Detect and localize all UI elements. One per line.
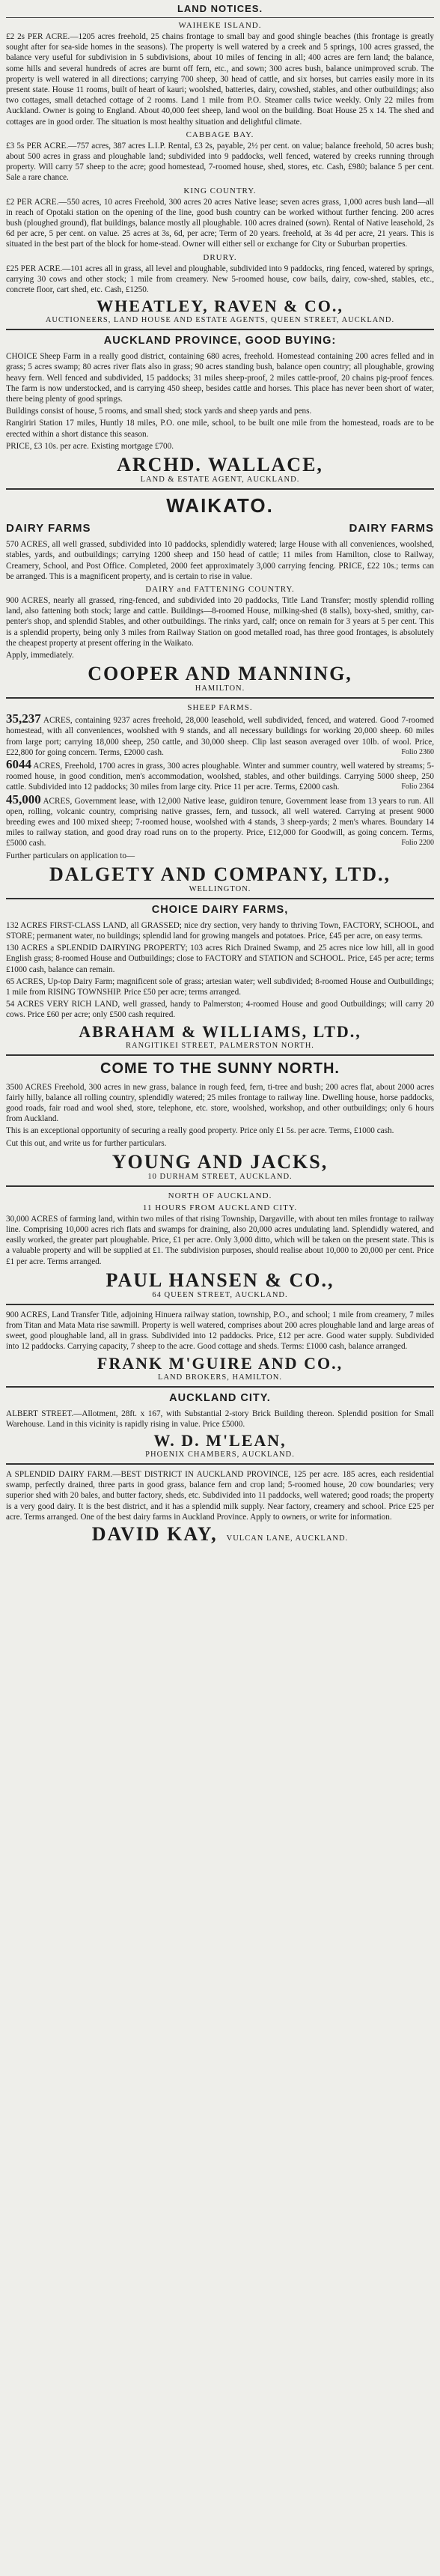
dalgety-heading: SHEEP FARMS. [187,703,253,713]
young-ad-3: Cut this out, and write us for further particulars. [6,1138,167,1148]
cabbage-title: CABBAGE BAY. [186,130,254,139]
young-advert [6,1060,434,1181]
dairy-farms-left: DAIRY FARMS [6,522,91,535]
divider [6,329,434,330]
young-heading: COME TO THE SUNNY NORTH. [100,1060,340,1077]
dalgety-footer: Further particulars on application to— [6,851,135,860]
divider [6,1304,434,1305]
divider [6,17,434,18]
folio: Folio 2360 [401,747,434,756]
waiheke-text: £2 2s PER ACRE.—1205 acres freehold, 25 chains frontage to small bay and good shingle beaches (this frontage is greatly sought after for sea-side homes in the seasons). The property is well watered by a creek and 5 springs, 100 acres grassed, the balance very useful for subdivision in 5 subdivisions, about 10 miles of fencing in all; 400 acres are fern land; the balance, some hills and several hundreds of acres are burnt off fern, etc., and sown; 300 acres bush, balance unimproved scrub. The property is well watered in all directions; carrying 700 sheep, 30 head of cattle, and six horses, but carries easily more in its present state. House 11 rooms, built of heart of kauri; woolshed, batteries, dairy, cowshed, stables, and other outbuildings; also two cottages, small detached cottage of 2 rooms. Land 1 mile from P.O. Steamer calls twice weekly. Only 22 miles from Auckland. Owner is going to England. About 40,000 feet sheep, land wool on the building. Boat House 25 x 14. The shed and cottages are in good order. The situation is most healthy situation and delightful climate. [6,32,434,127]
dalgety-address: WELLINGTON. [189,884,251,893]
dairy-farms-right: DAIRY FARMS [349,522,434,535]
young-ad-2: This is an exceptional opportunity of securing a really good property. Price only £1 5s. per acre. Terms, £1000 cash. [6,1126,394,1136]
mcguire-advert [6,1310,434,1382]
dalgety-ad-3 [6,792,434,849]
abraham-address: RANGITIKEI STREET, PALMERSTON NORTH. [126,1041,314,1050]
young-address: 10 DURHAM STREET, AUCKLAND. [147,1172,293,1181]
dalgety-ad-2 [6,756,434,793]
kay-signature [6,1524,434,1545]
ad-lead-number: 45,000 [6,792,41,806]
divider [6,1463,434,1465]
abraham-ad-3: 65 ACRES, Up-top Dairy Farm; magnificent sole of grass; artesian water; well subdivided; 8-roomed House and Outbuildings; 1 mile from RISING TOWNSHIP. Price £50 per acre; terms arranged. [6,976,434,997]
cooper-apply: Apply, immediately. [6,650,74,660]
wallace-text-3: Rangiriri Station 17 miles, Huntly 18 miles, P.O. one mile, school, to be built one mile from the homestead, roads are to be erected within a short distance this season. [6,419,434,439]
dalgety-ad-1 [6,711,434,758]
cooper-advert [6,494,434,693]
cooper-agent: COOPER AND MANNING, [88,663,352,685]
ad-lead-number: 35,237 [6,711,41,726]
kay-agent: DAVID KAY, [91,1523,218,1546]
divider [6,1054,434,1056]
divider [6,697,434,699]
wallace-agent: ARCHD. WALLACE, [117,454,323,476]
abraham-advert [6,904,434,1050]
folio: Folio 2200 [401,839,434,848]
abraham-ad-4: 54 ACRES VERY RICH LAND, well grassed, handy to Palmerston; 4-roomed House and good Outbuildings; will carry 20 cows. Price £60 per acre; only £500 cash required. [6,1000,434,1020]
page-title: LAND NOTICES. [177,3,263,14]
newspaper-page [0,3,440,2576]
mcguire-agent: FRANK M'GUIRE AND CO., [97,1353,343,1373]
ad-text: ACRES, Government lease, with 12,000 Native lease, guidiron tenure, Government lease from 13 years to run. All open, rolling, volcanic country, comprising native grasses, fern, and tussock, all well watered. Carrying at present 9000 breeding ewes and 100 mixed sheep; 7-roomed house, woolshed with 4 stands, 3 sheep-yards; 2 men's whares. Boundary 14 miles to railway station, and good dray road runs on to the property. Price, £12,000 for Goodwill, as going concern. Terms, £5000 cash. [6,796,434,848]
dalgety-agent: DALGETY AND COMPANY, LTD., [49,863,391,885]
mclean-heading: AUCKLAND CITY. [169,1391,271,1404]
mclean-advert [6,1392,434,1459]
ad-text: ACRES, containing 9237 acres freehold, 28,000 leasehold, well subdivided, fenced, and watered. Good 7-roomed homestead, with all conveniences, woolshed with 9 stands, and all necessary buildings for working 20,000 sheep. 60 miles from large port; carrying 18,000 sheep, 250 cattle, and 30,000 sheep. Clip last season averaged over 10lb. of wool. Price, £22,800 for going concern. Terms, £2000 cash. [6,716,434,757]
mcguire-ad: 900 ACRES, Land Transfer Title, adjoining Hinuera railway station, township, P.O., and school; 1 mile from creamery, 7 miles from Titan and Mata Mata rise sawmill. Property is well watered, comprises about 200 acres ploughable land and large areas of sweet, good ploughable land, all in grass. Subdivided into 12 paddocks. Price, £12 per acre. Good water supply. Subdivided into 12 paddocks. Carrying capacity, 7 sheep to the acre. Good cottage and sheds. Terms: £1000 cash, balance arranged. [6,1310,434,1352]
young-agent: YOUNG AND JACKS, [111,1150,329,1173]
wallace-advert [6,335,434,484]
cabbage-text: £3 5s PER ACRE.—757 acres, 387 acres L.I.P. Rental, £3 2s, payable, 2½ per cent. on value; balance freehold, 50 acres bush; about 500 acres in grass and ploughable land; subdivided into 9 paddocks, well fenced, watered by creeks running through property. Will carry 57 sheep to the acre; good homestead, 7-roomed house, shed, stores, etc. Cash, £980; balance 5 per cent. Sale a rare chance. [6,141,434,183]
hansen-subheading: 11 HOURS FROM AUCKLAND CITY. [142,1203,298,1212]
wallace-price: PRICE, £3 10s. per acre. Existing mortgage £700. [6,441,174,451]
mcguire-address: LAND BROKERS, HAMILTON. [158,1373,282,1382]
kay-advert [6,1469,434,1545]
cooper-subheading: DAIRY and FATTENING COUNTRY. [145,584,295,594]
divider [6,488,434,490]
drury-title: DRURY. [203,252,237,262]
folio: Folio 2364 [401,783,434,792]
divider [6,898,434,899]
ad-text: ACRES, Freehold, 1700 acres in grass, 300 acres ploughable. Winter and summer country, well watered by streams; 5-roomed house, in good condition, men's accommodation, woolshed, stables, and other buildings. Carrying 5000 sheep, 250 cattle. Subdivided into 12 paddocks; 30 miles from large city. Price 11 per acre. Terms, £2000 cash. [6,761,434,792]
king-text: £2 PER ACRE.—550 acres, 10 acres Freehold, 300 acres 20 acres Native lease; seven acres grass, 1,000 acres bush land—all in reach of Opotaki station on the opening of the line, good bush country can be worked without further fencing. 200 acres bush (ploughed ground), flat buildings, balance mostly all ploughable. 100 acres drained (sown). Rental of Native leasehold, 2s 6d per acre, 5 per cent. on value. 25 acres at 3s, 6d, per acre; Term of 20 years. freehold, at 3s 4d per acre, 21 years. This is situated in the best part of the block for home-stead. Owner will either sell or exchange for City or Suburban properties. [6,197,434,249]
hansen-ad: 30,000 ACRES of farming land, within two miles of that rising Township, Dargaville, with about ten miles frontage to railway line. Comprising 10,000 acres rich flats and swamps for draining, also 20,000 acres undulating land. Splendidly watered, and easily worked, the greater part ploughable. Price, £1 per acre. Only 3,000 ditto, which will be taken on the present state. This is a valuable property and will be supplied at £1. The subdivision purposes, should realise about 10,000 to 20,000 per cent. Price £1 per acre. Terms arranged. [6,1214,434,1266]
raven-agent: WHEATLEY, RAVEN & CO., [97,297,343,316]
young-ad: 3500 ACRES Freehold, 300 acres in new grass, balance in rough feed, fern, ti-tree and bush; 200 acres flat, about 2000 acres fairly hilly, balance all rolling country, splendidly watered; 25 miles frontage to railway line. Dwelling house, horse paddocks, good roads, fair road and wool shed, store, telephone, etc. store, woolshed, workshop, and other outbuildings; only 6 hours from Auckland. [6,1082,434,1124]
cooper-address: HAMILTON. [195,684,245,693]
abraham-ad-1: 132 ACRES FIRST-CLASS LAND, all GRASSED; nice dry section, very handy to thriving Town, FACTORY, SCHOOL, and STORE; permanent water, no buildings; splendid land for growing mangels and potatoes. Price, £45 per acre, on easy terms. [6,920,434,941]
abraham-ad-2: 130 ACRES a SPLENDID DAIRYING PROPERTY; 103 acres Rich Drained Swamp, and 25 acres nice low hill, all in good English grass; 8-roomed House and Outbuildings; close to FACTORY and STATION and SCHOOL. Price, £45 per acre; terms £1000 cash, balance can remain. [6,944,434,974]
waiheke-title: WAIHEKE ISLAND. [178,21,262,30]
king-title: KING COUNTRY. [183,186,257,195]
hansen-address: 64 QUEEN STREET, AUCKLAND. [152,1290,288,1299]
kay-ad: A SPLENDID DAIRY FARM.—BEST DISTRICT IN AUCKLAND PROVINCE, 125 per acre. 185 acres, each residential swamp, perfectly drained, three parts in good grass, balance fern and crop land; 5-roomed house, 20 cow boundaries; very superior shed with 20 bales, and butter factory, sheds, etc. Subdivided into 11 paddocks, well watered; good roads; the property is a very good dairy. It is the best district, and it has a splendid milk supply. Near factory, creamery and school. Price £25 per acre. Terms arranged. One of the best dairy farms in Auckland Province. Apply to owners, or write for information. [6,1470,434,1522]
abraham-heading: CHOICE DAIRY FARMS, [151,903,289,916]
cooper-ad-2: 900 ACRES, nearly all grassed, ring-fenced, and subdivided into 20 paddocks, Title Land Transfer; mostly splendid rolling land, also fattening both stock; large and cattle. Buildings—8-roomed House, milking-shed (8 stalls), boxy-shed, smithy, car-penter's shop, and splendid Stables, and other outbuildings. The rinks yard, calf; once on remain for 3 years at 5 per cent. This is a splendid property, being only 3 miles from Railway Station on good metalled road, has three good frontages, is absolutely the cheapest property at present offering in the Waikato. [6,595,434,648]
hansen-agent: PAUL HANSEN & CO., [106,1269,334,1291]
wallace-text-1: CHOICE Sheep Farm in a really good district, containing 680 acres, freehold. Homestead containing 200 acres felled and in grass; 5 acres swamp; 80 acres river flats also in grass; 90 acres standing bush, balance open country; all ploughable, growing heavy fern. Well fenced and subdivided, 15 paddocks; 31 miles sheep-proof, 2 miles cattle-proof, 20 chains pig-proof fences. The farm is now understocked, and is carrying 450 sheep, besides cattle and horses. This place has never been short of water, there being plenty of good springs. [6,352,434,404]
kay-address: VULCAN LANE, AUCKLAND. [226,1534,349,1543]
raven-advert [6,21,434,324]
hansen-heading: NORTH OF AUCKLAND. [168,1191,272,1200]
wallace-heading: AUCKLAND PROVINCE, GOOD BUYING: [103,335,337,347]
drury-text: £25 PER ACRE.—101 acres all in grass, all level and ploughable, subdivided into 9 paddocks, ring fenced, watered by springs, carrying 30 cows and other stock; 1 mile from creamery. New 5-roomed house, cow bails, dairy, cow-shed, stables, etc., concrete floor, cart shed, etc. Cash, £1250. [6,264,434,295]
raven-address: AUCTIONEERS, LAND HOUSE AND ESTATE AGENTS, QUEEN STREET, AUCKLAND. [45,316,395,325]
divider [6,1386,434,1388]
dairy-farms-banner [6,522,434,535]
mclean-address: PHOENIX CHAMBERS, AUCKLAND. [145,1450,295,1459]
abraham-agent: ABRAHAM & WILLIAMS, LTD., [79,1021,361,1041]
cooper-ad-1: 570 ACRES, all well grassed, subdivided into 10 paddocks, splendidly watered; large House with all conveniences, woolshed, stables, yards, and outbuildings; carrying 1200 sheep and 150 head of cattle; 11 miles from Hamilton, close to Railway, Creamery, School, and Post Office. Completed, 2000 feet approximately 3,000 carrying fencing. PRICE, £22 10s.; terms can be arranged. This is a magnificent property, and is certain to rise in value. [6,540,434,581]
divider [6,1185,434,1187]
mclean-agent: W. D. M'LEAN, [153,1431,287,1450]
cooper-heading: WAIKATO. [166,494,274,517]
wallace-text-2: Buildings consist of house, 5 rooms, and small shed; stock yards and sheep yards and pens. [6,407,312,416]
dalgety-advert [6,703,434,893]
ad-lead-number: 6044 [6,756,31,771]
mclean-ad: ALBERT STREET.—Allotment, 28ft. x 167, with Substantial 2-story Brick Building thereon. Splendid position for Small Warehouse. Land in this vicinity is rapidly rising in value. Price £5000. [6,1409,434,1429]
wallace-address: LAND & ESTATE AGENT, AUCKLAND. [140,476,300,484]
hansen-advert [6,1191,434,1299]
